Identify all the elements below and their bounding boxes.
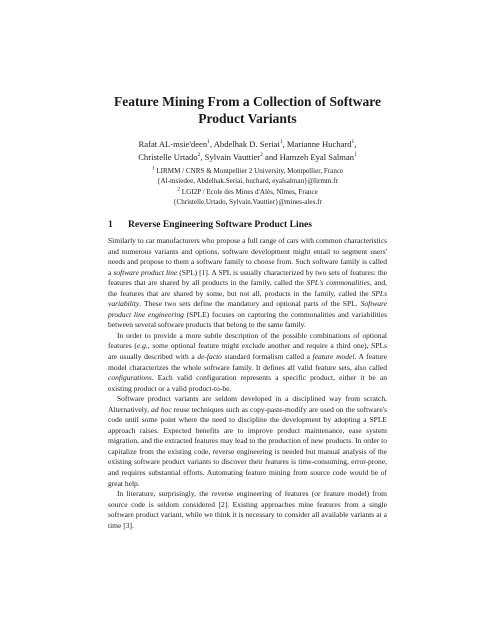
paper-title: [0, 93, 495, 127]
author-affiliation-mark: 1: [279, 139, 283, 146]
paragraph-2: [108, 331, 387, 394]
section-number: 1: [108, 219, 113, 230]
text-run: . A feature model characterizes the whole software family. It defines all valid feature sets, also called: [108, 352, 388, 372]
emphasis: configurations: [108, 373, 152, 383]
section-body: [108, 236, 387, 531]
author-separator: and: [262, 151, 280, 162]
text-run: In order to provide a more subtle description of the possible combinations of optional features (: [108, 330, 387, 351]
affiliations: [0, 166, 495, 208]
affiliation-1-line-1: [0, 166, 495, 176]
affiliation-2-emails: {Christelle.Urtado, Sylvain.Vauttier}@mines-ales.fr: [173, 198, 322, 207]
author-name: Marianne Huchard: [286, 139, 352, 149]
emphasis: de-facto: [197, 352, 222, 362]
section-title: Reverse Engineering Software Product Lines: [128, 219, 313, 230]
author-separator: ,: [354, 139, 357, 149]
text-run: , and, the features that are shared by some, but not all, products in the family, called the: [108, 278, 387, 298]
emphasis: e.g.: [136, 341, 148, 351]
title-line-1: Feature Mining From a Collection of Software: [114, 94, 381, 109]
emphasis: SPLs variability: [108, 288, 387, 309]
affiliation-1-name: LIRMM / CNRS & Montpellier 2 University, Montpellier, France: [156, 167, 344, 175]
text-run: (SPL) [1]. A SPL is usually characterized by two sets of features: the features that are shared by all products in the family, called the: [108, 267, 387, 288]
author-name: Rafat AL-msie'deen: [138, 139, 208, 149]
author-name: Christelle Urtado: [138, 151, 198, 162]
paragraph-1: [108, 236, 387, 331]
author-name: Sylvain Vauttier: [204, 151, 261, 162]
author-affiliation-mark: 1: [354, 151, 357, 158]
author-list: [0, 138, 495, 163]
section-heading: [108, 219, 312, 231]
text-run: standard formalism called a: [221, 352, 313, 362]
title-line-2: Product Variants: [198, 111, 297, 126]
author-name: Abdelhak D. Seriai: [213, 139, 280, 149]
text-run: In literature, surprisingly, the reverse engineering of features (or feature model) from source code is seldom considered [2]. Existing approaches mine features from a single software product variant, while we think it is necessary to consider all available variants at a time [3].: [108, 489, 387, 530]
emphasis: Software product line engineering: [108, 299, 387, 319]
author-affiliation-mark: 2: [197, 151, 201, 158]
author-line-1: [0, 138, 495, 151]
text-run: . These two sets define the mandatory and optional parts of the SPL.: [139, 299, 361, 309]
emphasis: SPL's commonalities: [306, 278, 370, 288]
affiliation-2-name: LGI2P / Ecole des Mines d'Alès, Nîmes, France: [181, 187, 318, 196]
text-run: Software product variants are seldom developed in a disciplined way from scratch. Alternatively,: [108, 394, 387, 414]
text-run: (SPLE) focuses on capturing the commonalities and variabilities between several software products that belong to the same family.: [108, 309, 387, 330]
author-affiliation-mark: 1: [207, 139, 210, 146]
text-run: , some optional feature might exclude another and require a third one), SPLs are usually described with a: [108, 341, 388, 362]
author-affiliation-mark: 1: [351, 139, 355, 146]
author-line-2: [0, 151, 495, 164]
paragraph-3: [108, 394, 387, 489]
affiliation-mark: 1: [151, 165, 155, 172]
emphasis: feature model: [312, 352, 355, 362]
author-name: Hamzeh Eyal Salman: [279, 151, 355, 162]
text-run: Similarly to car manufacturers who propose a full range of cars with common characteristics and numerous variants and options, software development might entail to segment users' needs and propose to them a software family to choose from. Such software family is called a: [108, 236, 387, 277]
text-run: reuse techniques such as copy-paste-modify are used on the software's code until some point where the need to discipline the development by adopting a SPLE approach raises. Expected benefits are to improve product maintenance, ease system migration, and the extracted features may lead to the production of new products. In order to capitalize from the existing code, reverse engineering is needed but manual analysis of the existing software product variants to discover their features is time-consuming, error-prone, and requires substantial efforts. Automating feature mining from source code would be of great help.: [108, 404, 387, 488]
affiliation-mark: 2: [177, 186, 180, 193]
emphasis: software product line: [113, 267, 178, 277]
paragraph-4: [108, 489, 387, 531]
emphasis: ad hoc: [151, 404, 172, 414]
author-separator: ,: [282, 139, 287, 149]
affiliation-2-line-1: [0, 187, 495, 197]
author-separator: ,: [200, 151, 205, 162]
author-separator: ,: [209, 139, 214, 149]
author-affiliation-mark: 2: [260, 151, 263, 158]
text-run: . Each valid configuration represents a specific product, either it be an existing product or a valid product-to-be.: [108, 373, 387, 393]
affiliation-1-emails: {Al-msiedee, Abdelhak.Seriai, huchard, eyalsalman}@lirmm.fr: [157, 177, 338, 186]
